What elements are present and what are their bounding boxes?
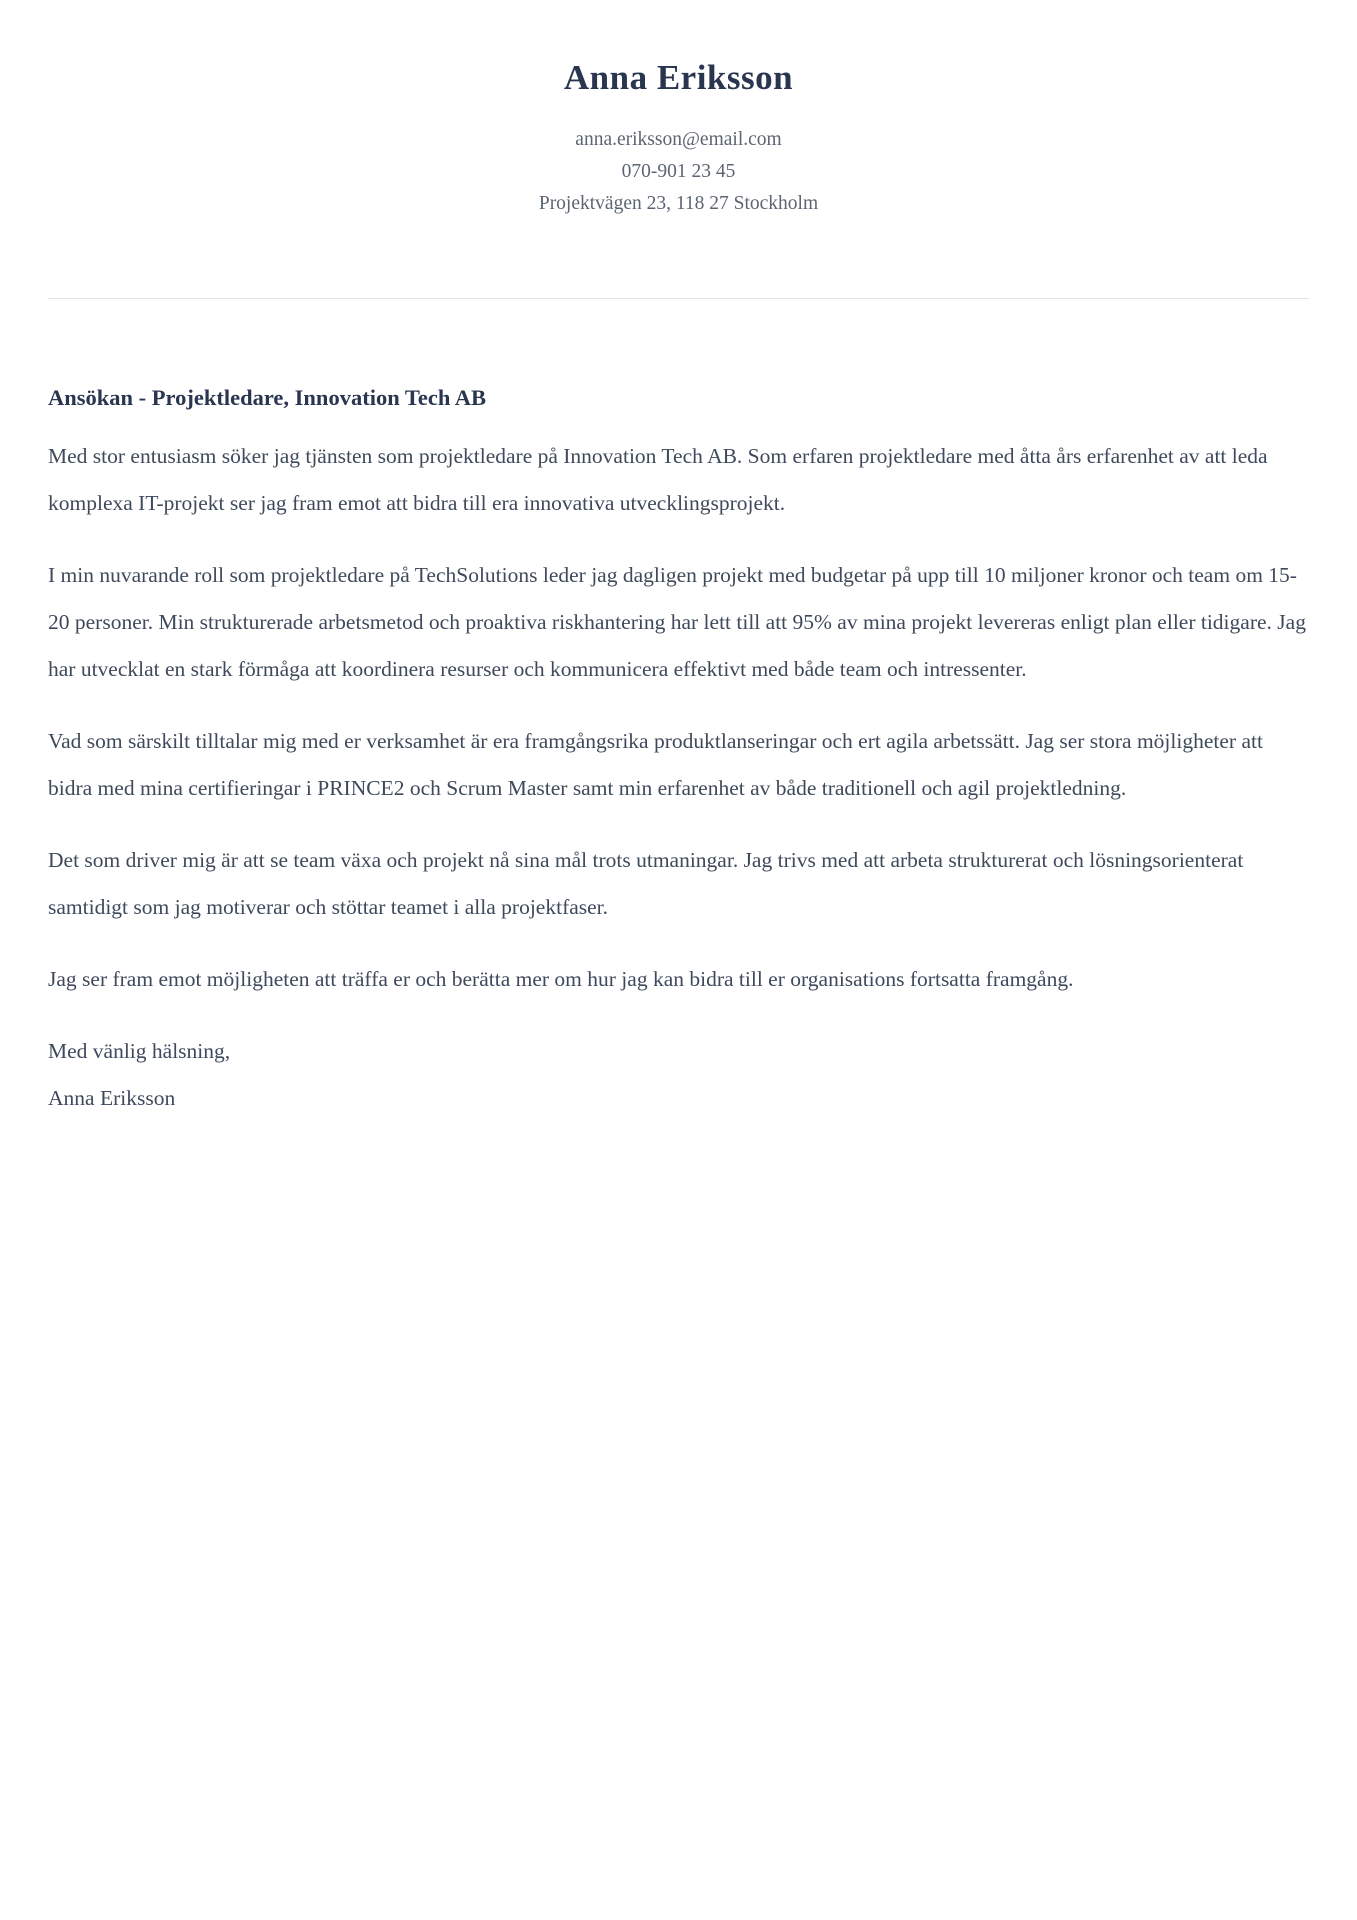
applicant-phone: 070-901 23 45 [621, 161, 736, 182]
letter-paragraph: I min nuvarande roll som projektledare på TechSolutions leder jag dagligen projekt med budgetar på upp till 10 miljoner kronor och team om 15-20 personer. Min strukturerade arbetsmetod och proaktiva riskhantering har lett till att 95% av mina projekt levereras enligt plan eller tidigare. Jag har utvecklat en stark förmåga att koordinera resurser och kommunicera effektivt med både team och intressenter. [48, 563, 1306, 681]
closing-phrase: Med vänlig hälsning, [48, 1039, 231, 1063]
letter-paragraphs [48, 433, 1309, 1003]
letter-header [48, 58, 1309, 220]
header-divider [48, 298, 1309, 299]
applicant-address: Projektvägen 23, 118 27 Stockholm [538, 193, 819, 214]
letter-subject: Ansökan - Projektledare, Innovation Tech AB [48, 385, 486, 410]
letter-closing [48, 1028, 1309, 1122]
applicant-name: Anna Eriksson [563, 58, 794, 97]
letter-paragraph: Jag ser fram emot möjligheten att träffa er och berätta mer om hur jag kan bidra till er organisations fortsatta framgång. [48, 967, 1074, 991]
letter-paragraph: Det som driver mig är att se team växa och projekt nå sina mål trots utmaningar. Jag trivs med att arbeta strukturerat och lösningsorienterat samtidigt som jag motiverar och stöttar teamet i alla projektfaser. [48, 848, 1244, 919]
letter-paragraph: Med stor entusiasm söker jag tjänsten som projektledare på Innovation Tech AB. Som erfaren projektledare med åtta års erfarenhet av att leda komplexa IT-projekt ser jag fram emot att bidra till era innovativa utvecklingsprojekt. [48, 444, 1268, 515]
applicant-email: anna.eriksson@email.com [575, 129, 782, 150]
letter-body [48, 385, 1309, 1122]
signature-name: Anna Eriksson [48, 1086, 176, 1110]
letter-paragraph: Vad som särskilt tilltalar mig med er verksamhet är era framgångsrika produktlanseringar och ert agila arbetssätt. Jag ser stora möjligheter att bidra med mina certifieringar i PRINCE2 och Scrum Master samt min erfarenhet av både traditionell och agil projektledning. [48, 729, 1263, 800]
